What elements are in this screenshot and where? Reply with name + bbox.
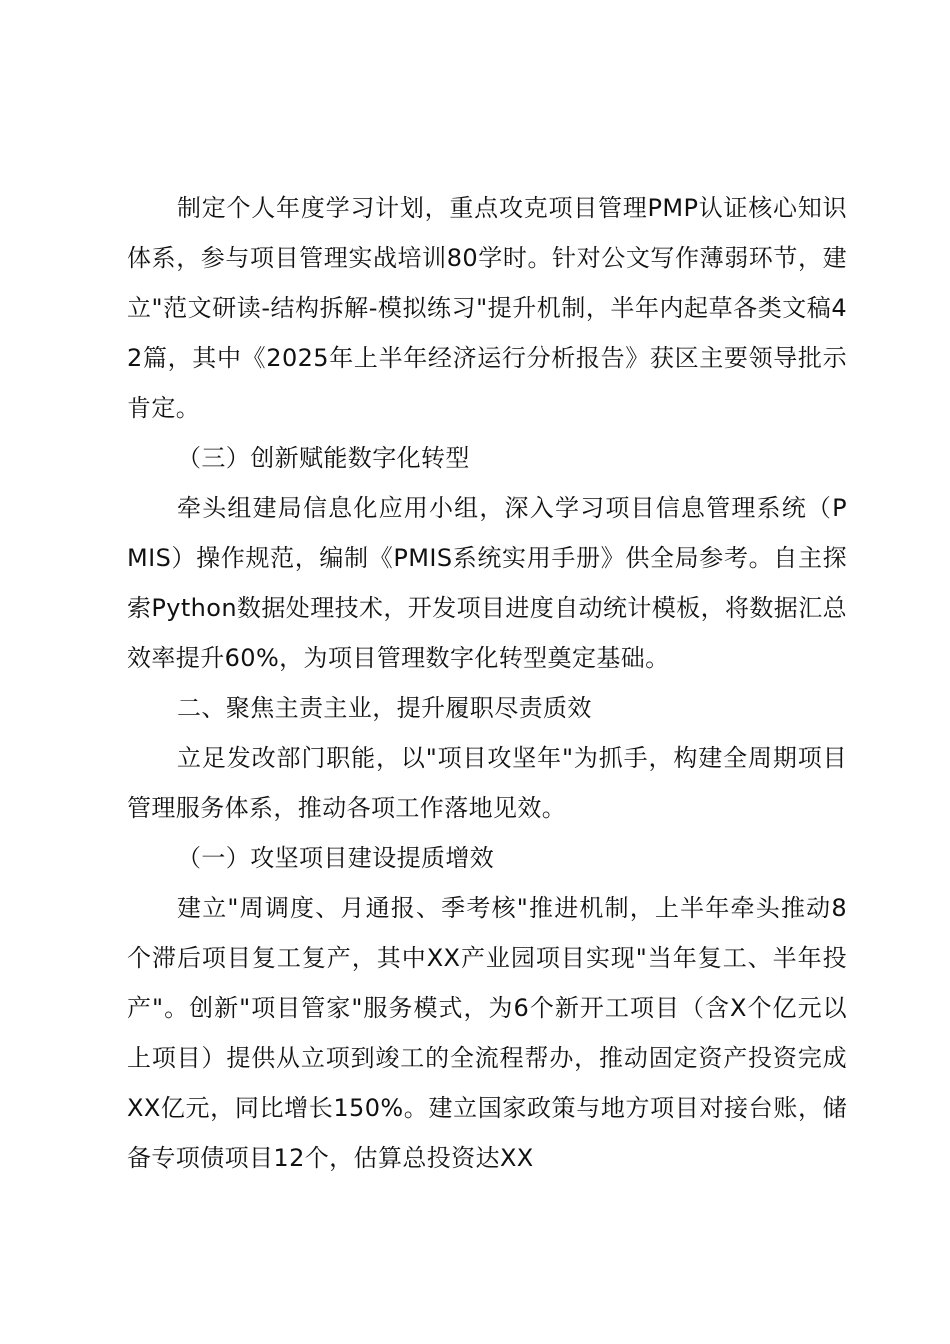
paragraph-section-two-intro: 立足发改部门职能，以"项目攻坚年"为抓手，构建全周期项目管理服务体系，推动各项工作落地见效。 xyxy=(127,744,847,822)
document-body xyxy=(127,183,847,1183)
paragraph-pmis: 牵头组建局信息化应用小组，深入学习项目信息管理系统（PMIS）操作规范，编制《PMIS系统实用手册》供全局参考。自主探索Python数据处理技术，开发项目进度自动统计模板，将数据汇总效率提升60%，为项目管理数字化转型奠定基础。 xyxy=(127,494,847,672)
heading-section-two: 二、聚焦主责主业，提升履职尽责质效 xyxy=(177,694,592,722)
heading-digital-transformation: （三）创新赋能数字化转型 xyxy=(177,444,470,472)
paragraph-project-mechanism: 建立"周调度、月通报、季考核"推进机制，上半年牵头推动8个滞后项目复工复产，其中XX产业园项目实现"当年复工、半年投产"。创新"项目管家"服务模式，为6个新开工项目（含X个亿元以上项目）提供从立项到竣工的全流程帮办，推动固定资产投资完成XX亿元，同比增长150%。建立国家政策与地方项目对接台账，储备专项债项目12个，估算总投资达XX xyxy=(127,894,847,1172)
paragraph-study-plan: 制定个人年度学习计划，重点攻克项目管理PMP认证核心知识体系，参与项目管理实战培训80学时。针对公文写作薄弱环节，建立"范文研读-结构拆解-模拟练习"提升机制，半年内起草各类文稿42篇，其中《2025年上半年经济运行分析报告》获区主要领导批示肯定。 xyxy=(127,194,847,422)
heading-project-construction: （一）攻坚项目建设提质增效 xyxy=(177,844,495,872)
